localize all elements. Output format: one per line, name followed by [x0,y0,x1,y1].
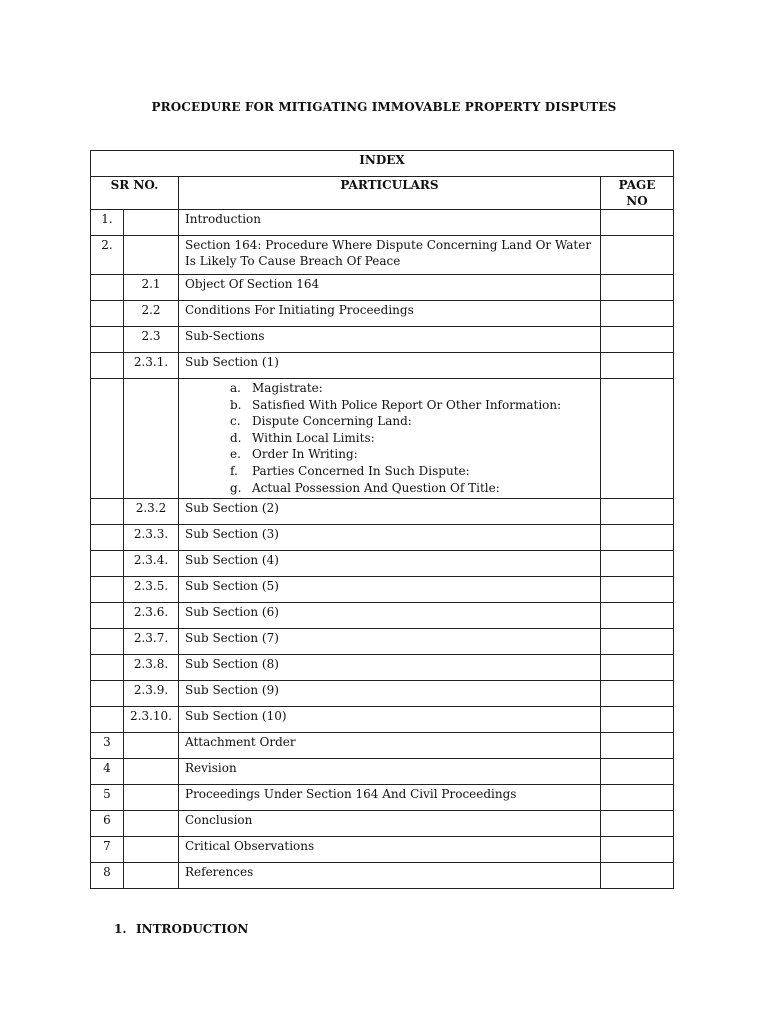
row-sub-no [124,863,179,889]
row-particulars: Sub Section (1) [179,353,601,379]
sub-item-text: Magistrate: [252,381,323,395]
row-sub-no [124,785,179,811]
row-sub-no: 2.1 [124,275,179,301]
row-sub-no [124,811,179,837]
sub-item-marker: a. [230,381,241,395]
row-sr-no [91,629,124,655]
row-particulars: Revision [179,759,601,785]
table-row [91,353,674,379]
row-particulars: Object Of Section 164 [179,275,601,301]
sub-item-marker: c. [230,414,241,429]
row-page-no [601,353,674,379]
section-heading-text: INTRODUCTION [136,922,249,936]
table-row-sub-items [91,379,674,499]
table-row [91,236,674,275]
row-sr-no: 2. [91,236,124,275]
sub-item-text: Dispute Concerning Land: [252,414,412,429]
row-sub-no: 2.3.1. [124,353,179,379]
row-sr-no [91,551,124,577]
row-sr-no: 1. [91,210,124,236]
row-sr-no [91,327,124,353]
document-title: PROCEDURE FOR MITIGATING IMMOVABLE PROPERTY DISPUTES [151,100,617,114]
row-sr-no [91,707,124,733]
row-particulars: References [179,863,601,889]
sub-item-text: Parties Concerned In Such Dispute: [252,463,470,478]
row-sub-no [124,759,179,785]
row-sr-no [91,301,124,327]
row-page-no [601,210,674,236]
index-title: INDEX [91,151,674,177]
row-sr-no: 3 [91,733,124,759]
row-sr-no [91,603,124,629]
row-page-no [601,733,674,759]
row-page-no [601,681,674,707]
row-sub-no: 2.3.8. [124,655,179,681]
sub-item [230,430,594,447]
row-particulars: Critical Observations [179,837,601,863]
row-sr-no [91,499,124,525]
table-row [91,525,674,551]
header-particulars: PARTICULARS [179,177,601,210]
row-sub-no: 2.2 [124,301,179,327]
row-particulars [179,379,601,499]
row-sr-no: 8 [91,863,124,889]
row-sub-no [124,210,179,236]
table-row [91,681,674,707]
row-page-no [601,629,674,655]
sub-item [230,446,594,463]
row-sr-no [91,275,124,301]
row-particulars: Sub Section (7) [179,629,601,655]
row-sub-no: 2.3 [124,327,179,353]
row-particulars: Section 164: Procedure Where Dispute Concerning Land Or Water Is Likely To Cause Breach Of Peace [179,236,601,275]
row-particulars: Conclusion [179,811,601,837]
row-particulars: Sub Section (5) [179,577,601,603]
sub-item-marker: d. [230,430,242,445]
row-sub-no [124,733,179,759]
table-row [91,210,674,236]
table-row [91,551,674,577]
table-row [91,655,674,681]
row-sub-no [124,837,179,863]
sub-item [230,463,594,480]
row-sr-no: 5 [91,785,124,811]
row-page-no [601,603,674,629]
row-page-no [601,759,674,785]
sub-item-marker: b. [230,397,242,412]
row-sr-no: 6 [91,811,124,837]
row-particulars: Attachment Order [179,733,601,759]
row-page-no [601,707,674,733]
row-particulars: Sub Section (2) [179,499,601,525]
row-sub-no: 2.3.9. [124,681,179,707]
row-sr-no [91,353,124,379]
table-row [91,811,674,837]
sub-item [230,397,594,414]
table-row [91,759,674,785]
sub-item-text: Satisfied With Police Report Or Other Information: [252,397,562,412]
row-page-no [601,551,674,577]
index-table [90,150,674,889]
table-row [91,863,674,889]
section-heading [114,922,248,936]
sub-item [230,480,594,497]
sub-item [230,413,594,430]
table-row [91,785,674,811]
sub-item-marker: g. [230,480,242,495]
row-page-no [601,785,674,811]
row-sr-no: 7 [91,837,124,863]
table-row [91,499,674,525]
row-page-no [601,525,674,551]
sub-item-text: Within Local Limits: [252,430,375,445]
sub-item-text: Order In Writing: [252,447,358,462]
row-particulars: Sub Section (6) [179,603,601,629]
row-page-no [601,379,674,499]
row-page-no [601,837,674,863]
row-sub-no: 2.3.5. [124,577,179,603]
row-sub-no: 2.3.2 [124,499,179,525]
row-particulars: Sub Section (8) [179,655,601,681]
row-page-no [601,275,674,301]
table-row [91,629,674,655]
row-sr-no: 4 [91,759,124,785]
row-page-no [601,236,674,275]
row-sr-no [91,577,124,603]
table-row [91,733,674,759]
row-sub-no: 2.3.6. [124,603,179,629]
table-row [91,603,674,629]
row-particulars: Sub Section (4) [179,551,601,577]
row-page-no [601,811,674,837]
row-particulars: Sub Section (3) [179,525,601,551]
section-heading-number: 1. [114,922,127,936]
table-row [91,301,674,327]
row-sub-no: 2.3.3. [124,525,179,551]
sub-item-text: Actual Possession And Question Of Title: [252,480,500,495]
row-particulars: Sub Section (10) [179,707,601,733]
row-sr-no [91,681,124,707]
sub-item [230,380,594,397]
table-row [91,837,674,863]
header-sr-no: SR NO. [91,177,179,210]
row-page-no [601,301,674,327]
row-page-no [601,655,674,681]
row-sub-no: 2.3.10. [124,707,179,733]
row-particulars: Conditions For Initiating Proceedings [179,301,601,327]
table-row [91,577,674,603]
row-particulars: Sub-Sections [179,327,601,353]
row-page-no [601,863,674,889]
row-particulars: Proceedings Under Section 164 And Civil Proceedings [179,785,601,811]
table-row [91,327,674,353]
row-page-no [601,327,674,353]
row-sub-no [124,236,179,275]
table-row [91,275,674,301]
sub-item-marker: e. [230,447,241,462]
row-particulars: Sub Section (9) [179,681,601,707]
row-sr-no [91,655,124,681]
sub-item-marker: f. [230,463,238,478]
row-sr-no [91,379,124,499]
row-sub-no [124,379,179,499]
row-particulars: Introduction [179,210,601,236]
row-page-no [601,577,674,603]
row-sub-no: 2.3.4. [124,551,179,577]
row-sub-no: 2.3.7. [124,629,179,655]
row-sr-no [91,525,124,551]
header-page-no: PAGE NO [601,177,674,210]
row-page-no [601,499,674,525]
table-row [91,707,674,733]
sub-item-list [185,380,594,496]
